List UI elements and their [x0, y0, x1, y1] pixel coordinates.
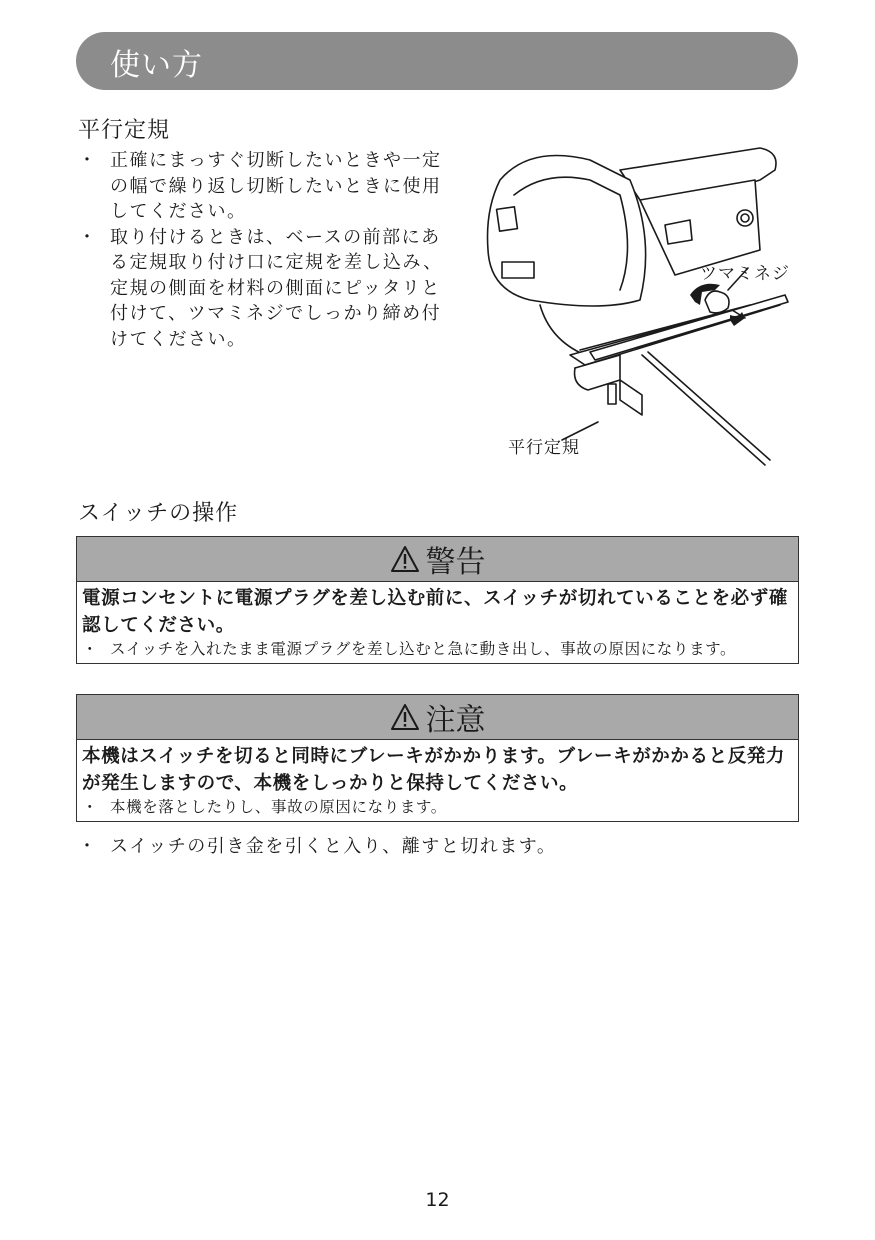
list-item — [76, 148, 451, 225]
knob-screw-label: ツマミネジ — [700, 264, 790, 284]
caution-title: 注意 — [425, 703, 486, 738]
section-heading-switch: スイッチの操作 — [78, 501, 239, 526]
caution-box — [76, 694, 799, 822]
warning-triangle-icon — [390, 545, 420, 573]
bullet-mark: ・ — [78, 836, 98, 857]
list-item — [76, 225, 451, 353]
caution-note-text: 本機を落としたりし、事故の原因になります。 — [110, 798, 447, 816]
page-title: 使い方 — [110, 48, 203, 83]
warning-note — [77, 639, 798, 663]
caution-note — [77, 797, 798, 821]
page-number: 12 — [425, 1189, 450, 1211]
warning-header — [77, 537, 798, 582]
switch-instruction — [76, 832, 556, 858]
circular-saw-drawing — [470, 140, 800, 470]
warning-note-text: スイッチを入れたまま電源プラグを差し込むと急に動き出し、事故の原因になります。 — [110, 640, 737, 658]
bullet-mark: ・ — [82, 640, 99, 658]
parallel-guide-instructions — [76, 148, 451, 352]
list-item-text: 正確にまっすぐ切断したいときや一定の幅で繰り返し切断したいときに使用してください。 — [110, 150, 442, 222]
parallel-guide-label: 平行定規 — [508, 438, 580, 458]
switch-instruction-text: スイッチの引き金を引くと入り、離すと切れます。 — [110, 836, 557, 857]
page-title-bar — [76, 32, 798, 90]
section-heading-parallel-guide: 平行定規 — [78, 118, 171, 143]
caution-main-text: 本機はスイッチを切ると同時にブレーキがかかります。ブレーキがかかると反発力が発生しますので、本機をしっかりと保持してください。 — [82, 746, 786, 794]
list-item-text: 取り付けるときは、ベースの前部にある定規取り付け口に定規を差し込み、定規の側面を材料の側面にピッタリと付けて、ツマミネジでしっかり締め付けてください。 — [110, 226, 443, 350]
bullet-mark: ・ — [78, 150, 98, 171]
caution-header — [77, 695, 798, 740]
caution-triangle-icon — [390, 703, 420, 731]
bullet-mark: ・ — [78, 226, 98, 248]
warning-box — [76, 536, 799, 664]
warning-title: 警告 — [425, 545, 486, 580]
circular-saw-illustration — [470, 140, 800, 470]
bullet-mark: ・ — [82, 798, 99, 816]
warning-main-text: 電源コンセントに電源プラグを差し込む前に、スイッチが切れていることを必ず確認してください。 — [82, 588, 788, 636]
